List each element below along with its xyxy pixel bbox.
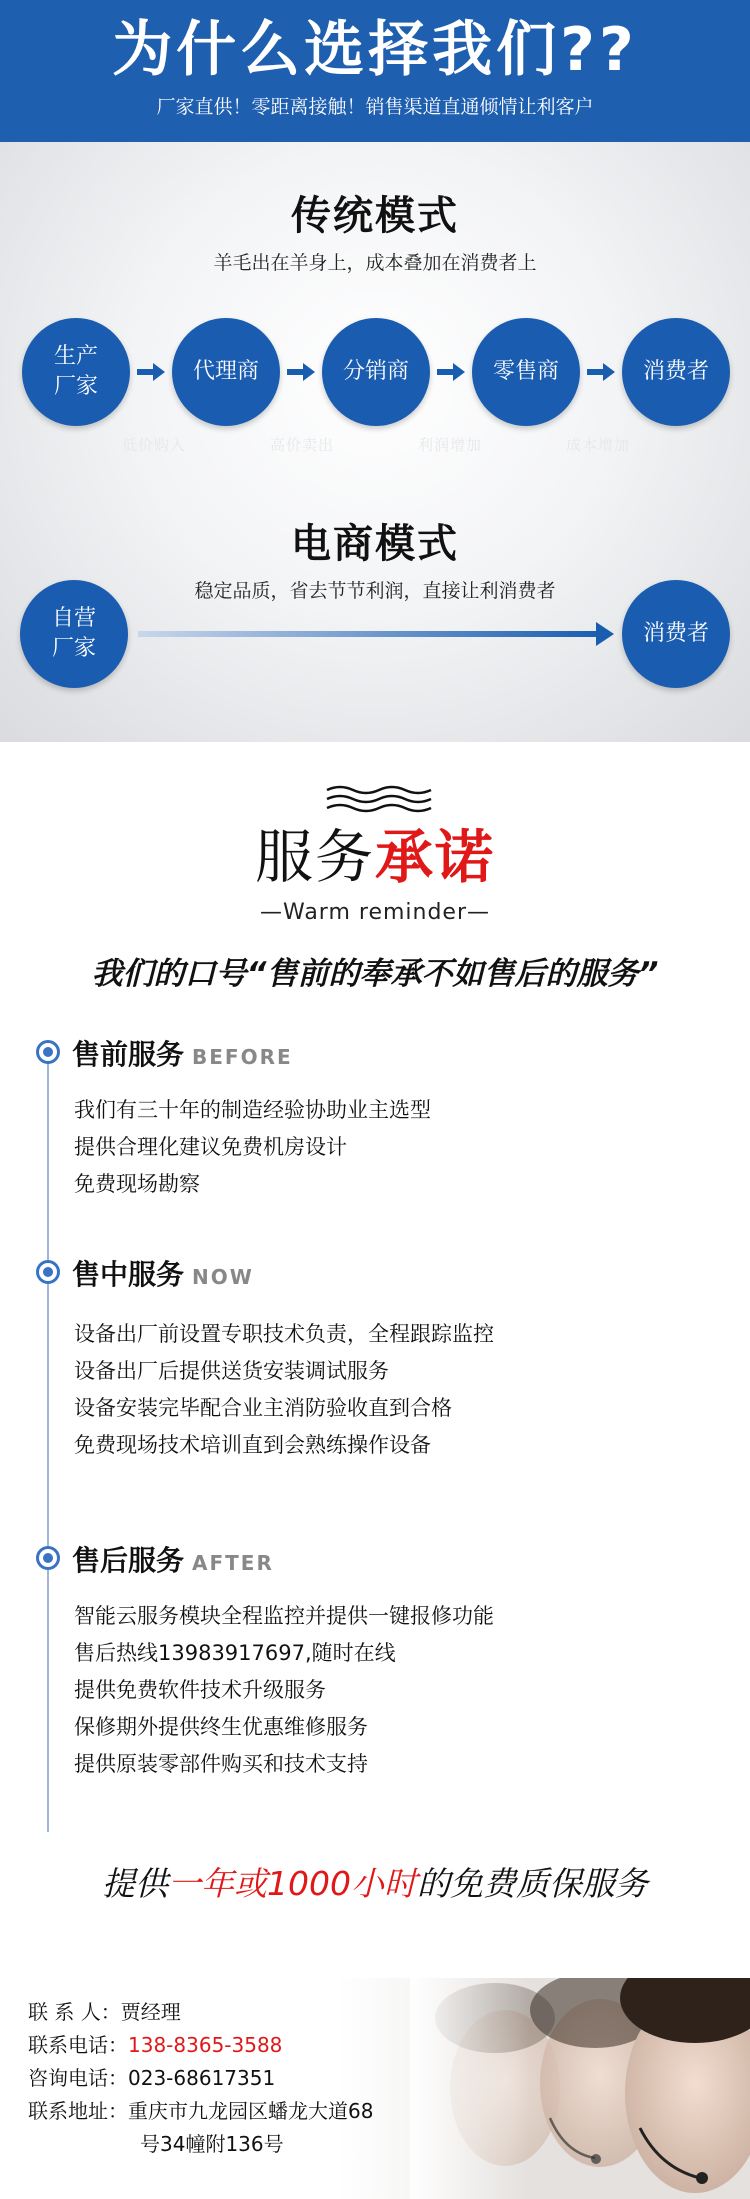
node-manufacturer xyxy=(22,318,130,426)
arrow-right-icon xyxy=(437,362,465,382)
contact-tel[interactable]: 023-68617351 xyxy=(128,2066,276,2090)
service-title: 售前服务 xyxy=(72,1038,185,1071)
warranty-highlight: 一年或1000小时 xyxy=(168,1864,417,1903)
list-item: 智能云服务模块全程监控并提供一键报修功能 xyxy=(74,1604,494,1628)
list-item: 售后热线13983917697,随时在线 xyxy=(74,1641,396,1665)
service-title-en: NOW xyxy=(192,1265,254,1289)
model-comparison xyxy=(0,142,750,742)
warranty-suffix: 的免费质保服务 xyxy=(416,1864,648,1903)
list-item: 免费现场勘察 xyxy=(74,1172,200,1196)
node-consumer xyxy=(622,318,730,426)
page-subtitle: 厂家直供！零距离接触！销售渠道直通倾情让利客户 xyxy=(156,96,594,118)
warranty-statement xyxy=(0,1858,750,1905)
customer-service-photo-icon xyxy=(410,1978,750,2199)
slogan: 我们的口号“售前的奉承不如售后的服务” xyxy=(91,956,659,992)
list-item: 设备安装完毕配合业主消防验收直到合格 xyxy=(74,1396,452,1420)
warm-reminder: —Warm reminder— xyxy=(259,900,491,925)
service-title: 售后服务 xyxy=(72,1544,185,1577)
timeline-dot-icon xyxy=(36,1546,60,1570)
arrow-right-icon xyxy=(587,362,615,382)
service-list-after xyxy=(74,1598,494,1783)
contact-address-row-2 xyxy=(28,2128,373,2161)
contact-person-row xyxy=(28,1996,373,2029)
header-banner xyxy=(0,0,750,142)
arrow-right-icon xyxy=(287,362,315,382)
contact-info xyxy=(28,1996,373,2161)
promise-title-black: 服务 xyxy=(254,823,375,891)
warranty-prefix: 提供 xyxy=(102,1864,168,1903)
timeline-dot-icon xyxy=(36,1040,60,1064)
list-item: 提供合理化建议免费机房设计 xyxy=(74,1135,347,1159)
node-distributor xyxy=(322,318,430,426)
node-label: 代理商 xyxy=(192,359,259,384)
contact-section xyxy=(0,1978,750,2199)
list-item: 设备出厂前设置专职技术负责，全程跟踪监控 xyxy=(74,1322,494,1346)
service-title-en: AFTER xyxy=(192,1551,274,1575)
node-retailer xyxy=(472,318,580,426)
node-own-factory xyxy=(20,580,128,688)
contact-label: 咨询电话： xyxy=(28,2066,128,2090)
node-label: 消费者 xyxy=(642,621,709,646)
timeline-line xyxy=(47,1052,49,1832)
node-label: 生产 厂家 xyxy=(53,344,98,399)
node-label: 零售商 xyxy=(492,359,559,384)
list-item: 免费现场技术培训直到会熟练操作设备 xyxy=(74,1433,431,1457)
node-consumer-direct xyxy=(622,580,730,688)
waves-icon xyxy=(325,784,435,814)
promise-title-red: 承诺 xyxy=(375,823,496,891)
arrow-head-icon xyxy=(596,622,614,646)
page-title: 为什么选择我们?? xyxy=(112,15,638,85)
service-title-now xyxy=(72,1253,254,1293)
service-title: 售中服务 xyxy=(72,1258,185,1291)
ecommerce-subtitle: 稳定品质，省去节节利润，直接让利消费者 xyxy=(194,580,556,602)
ghost-label: 成本增加 xyxy=(566,436,631,454)
contact-address-row xyxy=(28,2095,373,2128)
ghost-label: 高价卖出 xyxy=(270,436,335,454)
ghost-label: 利润增加 xyxy=(418,436,483,454)
contact-tel-row xyxy=(28,2062,373,2095)
contact-phone[interactable]: 138-8365-3588 xyxy=(128,2033,283,2057)
contact-address: 重庆市九龙园区蟠龙大道68 xyxy=(128,2099,374,2123)
traditional-subtitle: 羊毛出在羊身上，成本叠加在消费者上 xyxy=(213,252,537,274)
contact-label: 联系电话： xyxy=(28,2033,128,2057)
service-list-now xyxy=(74,1316,494,1464)
direct-line xyxy=(138,631,600,637)
service-title-before xyxy=(72,1033,293,1073)
ghost-label: 低价购入 xyxy=(122,436,187,454)
list-item: 提供免费软件技术升级服务 xyxy=(74,1678,326,1702)
traditional-title: 传统模式 xyxy=(291,193,459,239)
contact-address-cont: 号34幢附136号 xyxy=(140,2132,284,2156)
list-item: 提供原装零部件购买和技术支持 xyxy=(74,1752,368,1776)
contact-label: 联系地址： xyxy=(28,2099,128,2123)
node-agent xyxy=(172,318,280,426)
list-item: 设备出厂后提供送货安装调试服务 xyxy=(74,1359,389,1383)
service-title-after xyxy=(72,1539,274,1579)
list-item: 保修期外提供终生优惠维修服务 xyxy=(74,1715,368,1739)
contact-person: 贾经理 xyxy=(120,2000,181,2024)
arrow-right-icon xyxy=(137,362,165,382)
service-list-before xyxy=(74,1092,431,1203)
node-label: 消费者 xyxy=(642,359,709,384)
node-label: 分销商 xyxy=(342,359,409,384)
node-label: 自营 厂家 xyxy=(51,606,96,661)
service-title-en: BEFORE xyxy=(192,1045,293,1069)
ecommerce-title: 电商模式 xyxy=(291,521,459,567)
contact-label: 联 系 人： xyxy=(28,2000,121,2024)
contact-phone-row xyxy=(28,2029,373,2062)
promise-title xyxy=(0,820,750,894)
list-item: 我们有三十年的制造经验协助业主选型 xyxy=(74,1098,431,1122)
timeline-dot-icon xyxy=(36,1260,60,1284)
